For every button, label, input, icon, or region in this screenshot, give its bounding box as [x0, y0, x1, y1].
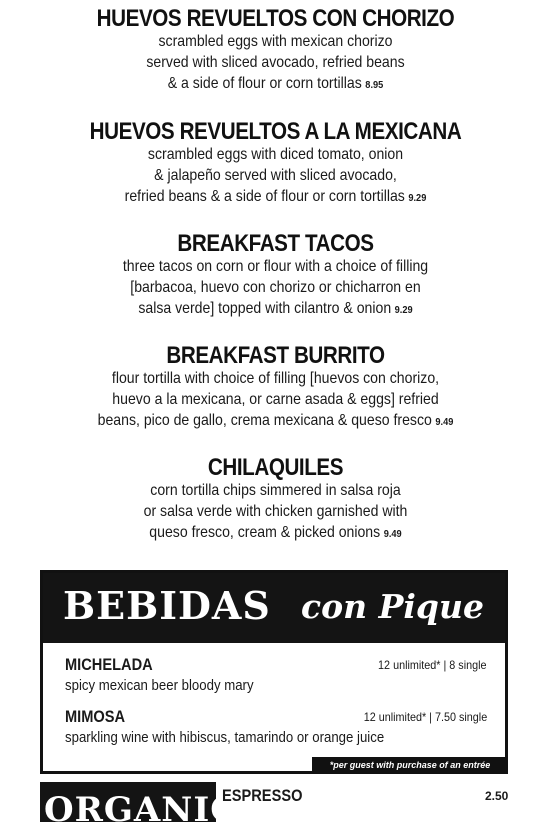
drink-price: 12 unlimited* | 8 single [378, 658, 487, 672]
item-price: 9.49 [435, 416, 454, 428]
item-title: BREAKFAST TACOS [177, 230, 374, 257]
drink-item-michelada [65, 655, 495, 694]
item-price: 9.29 [394, 304, 413, 316]
menu-item-chilaquiles [0, 456, 551, 545]
drink-name: MIMOSA [65, 707, 126, 726]
bebidas-section [40, 570, 508, 774]
coffee-item-name: ESPRESSO [222, 786, 303, 805]
menu-item-huevos-mexicana [0, 120, 551, 209]
item-desc-line: scrambled eggs with diced tomato, onion [147, 146, 404, 163]
menu-item-huevos-chorizo [0, 7, 551, 96]
drink-desc: spicy mexican beer bloody mary [65, 677, 254, 694]
drink-item-mimosa [65, 707, 495, 746]
item-desc-line: scrambled eggs with mexican chorizo [158, 33, 393, 50]
banner-title: BEBIDAS [63, 583, 271, 628]
item-desc-line: huevo a la mexicana, or carne asada & eggs] refried [112, 391, 439, 408]
item-desc-line: refried beans & a side of flour or corn tortillas 9.29 [124, 188, 427, 205]
item-desc-line: [barbacoa, huevo con chorizo or chicharron en [130, 279, 421, 296]
item-price: 9.49 [383, 528, 402, 540]
organic-title: ORGANIC [44, 790, 239, 830]
item-desc-line: or salsa verde with chicken garnished with [143, 503, 408, 520]
item-title: CHILAQUILES [207, 454, 344, 481]
menu-item-breakfast-burrito [0, 344, 551, 433]
item-price: 8.95 [365, 79, 384, 91]
footnote: *per guest with purchase of an entrée [312, 757, 508, 773]
item-price: 9.29 [408, 192, 427, 204]
drink-desc: sparkling wine with hibiscus, tamarindo or orange juice [65, 729, 385, 746]
item-desc-line: beans, pico de gallo, crema mexicana & queso fresco 9.49 [97, 412, 454, 429]
banner-subtitle: con Pique [301, 587, 484, 626]
item-desc-line: & jalapeño served with sliced avocado, [154, 167, 397, 184]
bebidas-banner [43, 573, 505, 643]
item-title: HUEVOS REVUELTOS A LA MEXICANA [89, 118, 462, 145]
item-desc-line: & a side of flour or corn tortillas 8.95 [167, 75, 384, 92]
item-desc-line: salsa verde] topped with cilantro & onion 9.29 [138, 300, 413, 317]
drink-price: 12 unlimited* | 7.50 single [363, 710, 487, 724]
item-desc-line: queso fresco, cream & picked onions 9.49 [149, 524, 402, 541]
item-desc-line: corn tortilla chips simmered in salsa roja [150, 482, 401, 499]
menu-item-breakfast-tacos [0, 232, 551, 321]
item-desc-line: three tacos on corn or flour with a choice of filling [122, 258, 429, 275]
organic-banner [40, 782, 239, 830]
item-desc-line: flour tortilla with choice of filling [huevos con chorizo, [111, 370, 440, 387]
coffee-item-price: 2.50 [485, 789, 509, 803]
item-desc-line: served with sliced avocado, refried beans [146, 54, 405, 71]
drink-name: MICHELADA [65, 655, 153, 674]
item-title: BREAKFAST BURRITO [166, 342, 385, 369]
item-title: HUEVOS REVUELTOS CON CHORIZO [96, 5, 455, 32]
